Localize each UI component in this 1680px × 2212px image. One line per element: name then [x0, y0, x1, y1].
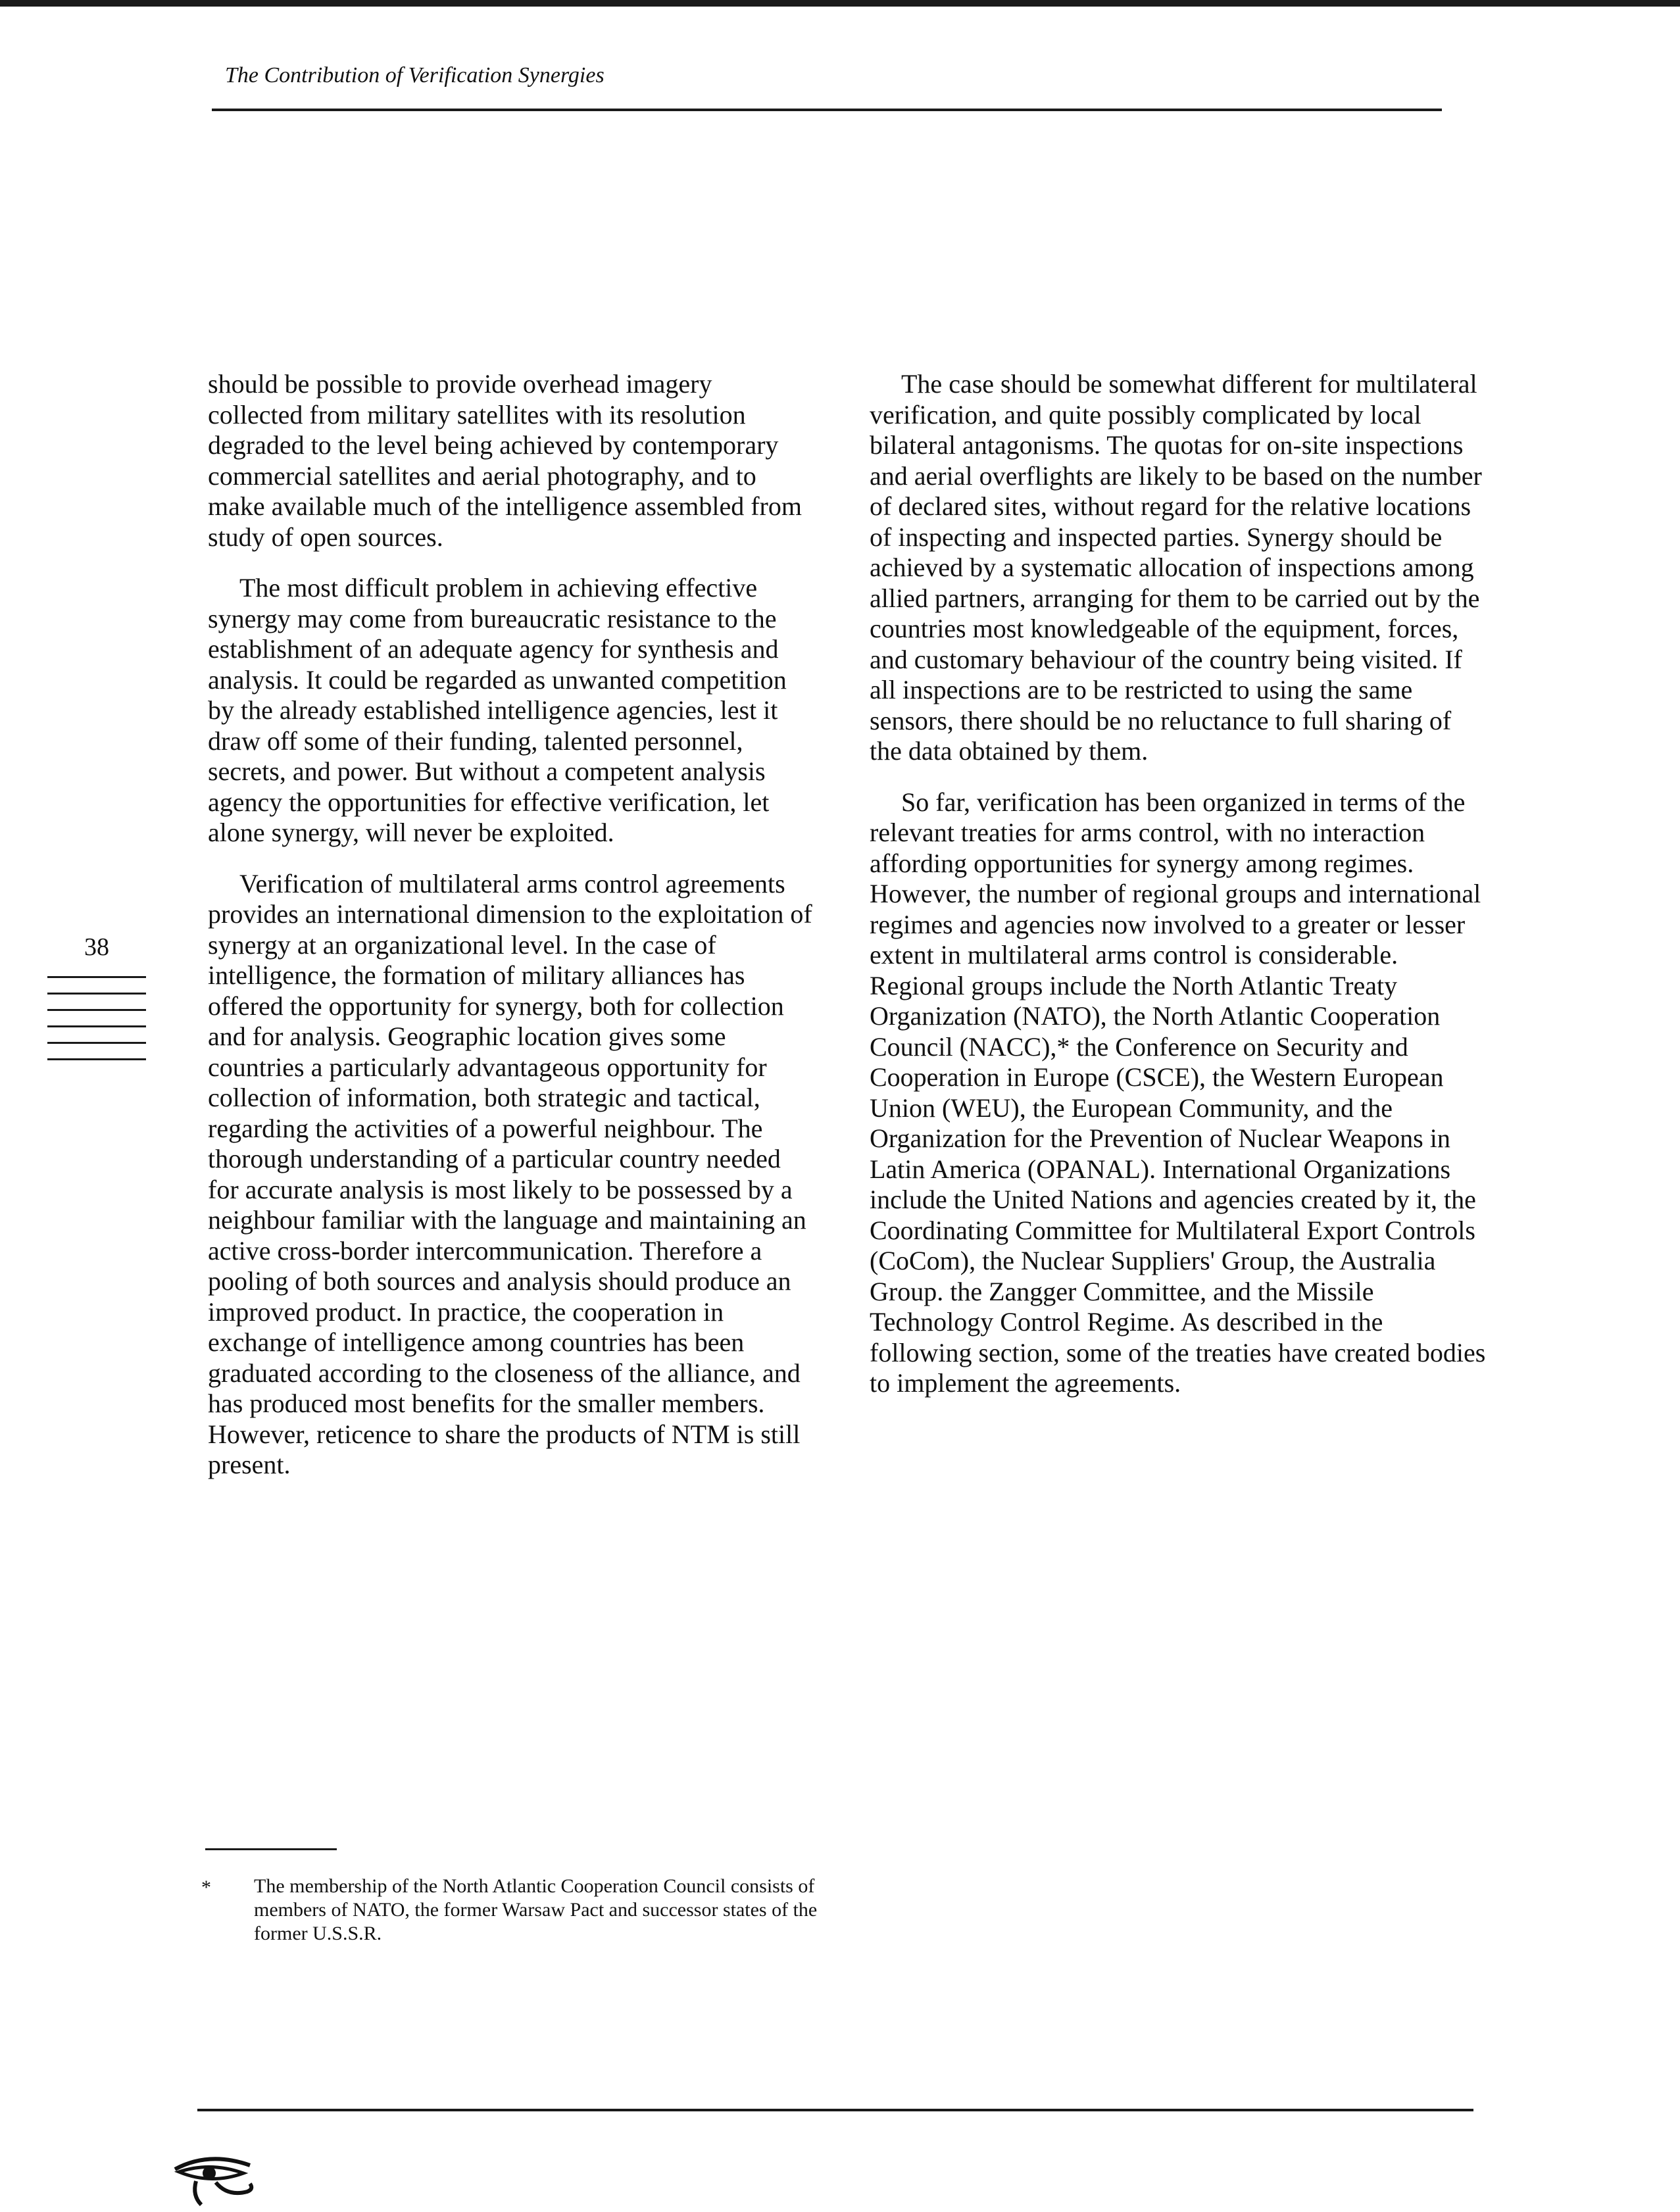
right-paragraph-2: So far, verification has been organized in terms of the relevant treaties for arms control, with no interaction affording opportunities for synergy among regimes. However, the number of regional groups and international regimes and agencies now involved to a greater or lesser extent in multilateral arms control is considerable. Regional groups include the North Atlantic Treaty Organization (NATO), the North Atlantic Cooperation Council (NACC),* the Conference on Security and Cooperation in Europe (CSCE), the Western European Union (WEU), the European Community, and the Organization for the Prevention of Nuclear Weapons in Latin America (OPANAL). International Organizations include the United Nations and agencies created by it, the Coordinating Committee for Multilateral Export Controls (CoCom), the Nuclear Suppliers' Group, the Australia Group. the Zangger Committee, and the Missile Technology Control Regime. As described in the following section, some of the treaties have created bodies to implement the agreements. — [870, 787, 1486, 1398]
left-paragraph-3: Verification of multilateral arms control agreements provides an international dimension to the exploitation of synergy at an organizational level. In the case of intelligence, the formation of military alliances has offered the opportunity for synergy, both for collection and for analysis. Geographic location gives some countries a particularly advantageous opportunity for collection of information, both strategic and tactical, regarding the activities of a powerful neighbour. The thorough understanding of a particular country needed for accurate analysis is most likely to be possessed by a neighbour familiar with the language and maintaining an active cross-border intercommunication. Therefore a pooling of both sources and analysis should produce an improved product. In practice, the cooperation in exchange of intelligence among countries has been graduated according to the closeness of the alliance, and has produced most benefits for the smaller members. However, reticence to share the products of NTM is still present. — [208, 868, 812, 1479]
margin-bar — [47, 993, 146, 995]
left-paragraph-1: should be possible to provide overhead imagery collected from military satellites with its resolution degraded to the level being achieved by contemporary commercial satellites and aerial photography, and to make available much of the intelligence assembled from study of open sources. — [208, 369, 802, 552]
left-column — [208, 369, 813, 1501]
right-column — [870, 369, 1488, 1419]
eye-of-horus-icon — [170, 2150, 255, 2209]
margin-decoration-bars — [47, 976, 146, 1075]
margin-bar — [47, 1025, 146, 1027]
margin-bar — [47, 1058, 146, 1060]
running-header: The Contribution of Verification Synergies — [225, 63, 605, 87]
margin-bar — [47, 1042, 146, 1044]
margin-bar — [47, 1009, 146, 1011]
footnote-text: The membership of the North Atlantic Cooperation Council consists of members of NATO, the former Warsaw Pact and successor states of the former U.S.S.R. — [254, 1875, 818, 1944]
footnote-rule — [205, 1848, 337, 1850]
left-paragraph-2: The most difficult problem in achieving effective synergy may come from bureaucratic resistance to the establishment of an adequate agency for synthesis and analysis. It could be regarded as unwanted competition by the already established intelligence agencies, lest it draw off some of their funding, talented personnel, secrets, and power. But without a competent analysis agency the opportunities for effective verification, let alone synergy, will never be exploited. — [208, 573, 787, 847]
header-rule — [212, 109, 1442, 111]
footer-rule — [197, 2109, 1473, 2111]
footnote-marker: * — [201, 1877, 211, 1898]
page-number: 38 — [84, 933, 109, 961]
top-border-rule — [0, 0, 1680, 7]
margin-bar — [47, 976, 146, 978]
right-paragraph-1: The case should be somewhat different for multilateral verification, and quite possibly complicated by local bilateral antagonisms. The quotas for on-site inspections and aerial overflights are likely to be based on the number of declared sites, without regard for the relative locations of inspecting and inspected parties. Synergy should be achieved by a systematic allocation of inspections among allied partners, arranging for them to be carried out by the countries most knowledgeable of the equipment, forces, and customary behaviour of the country being visited. If all inspections are to be restricted to using the same sensors, there should be no reluctance to full sharing of the data obtained by them. — [870, 369, 1482, 766]
